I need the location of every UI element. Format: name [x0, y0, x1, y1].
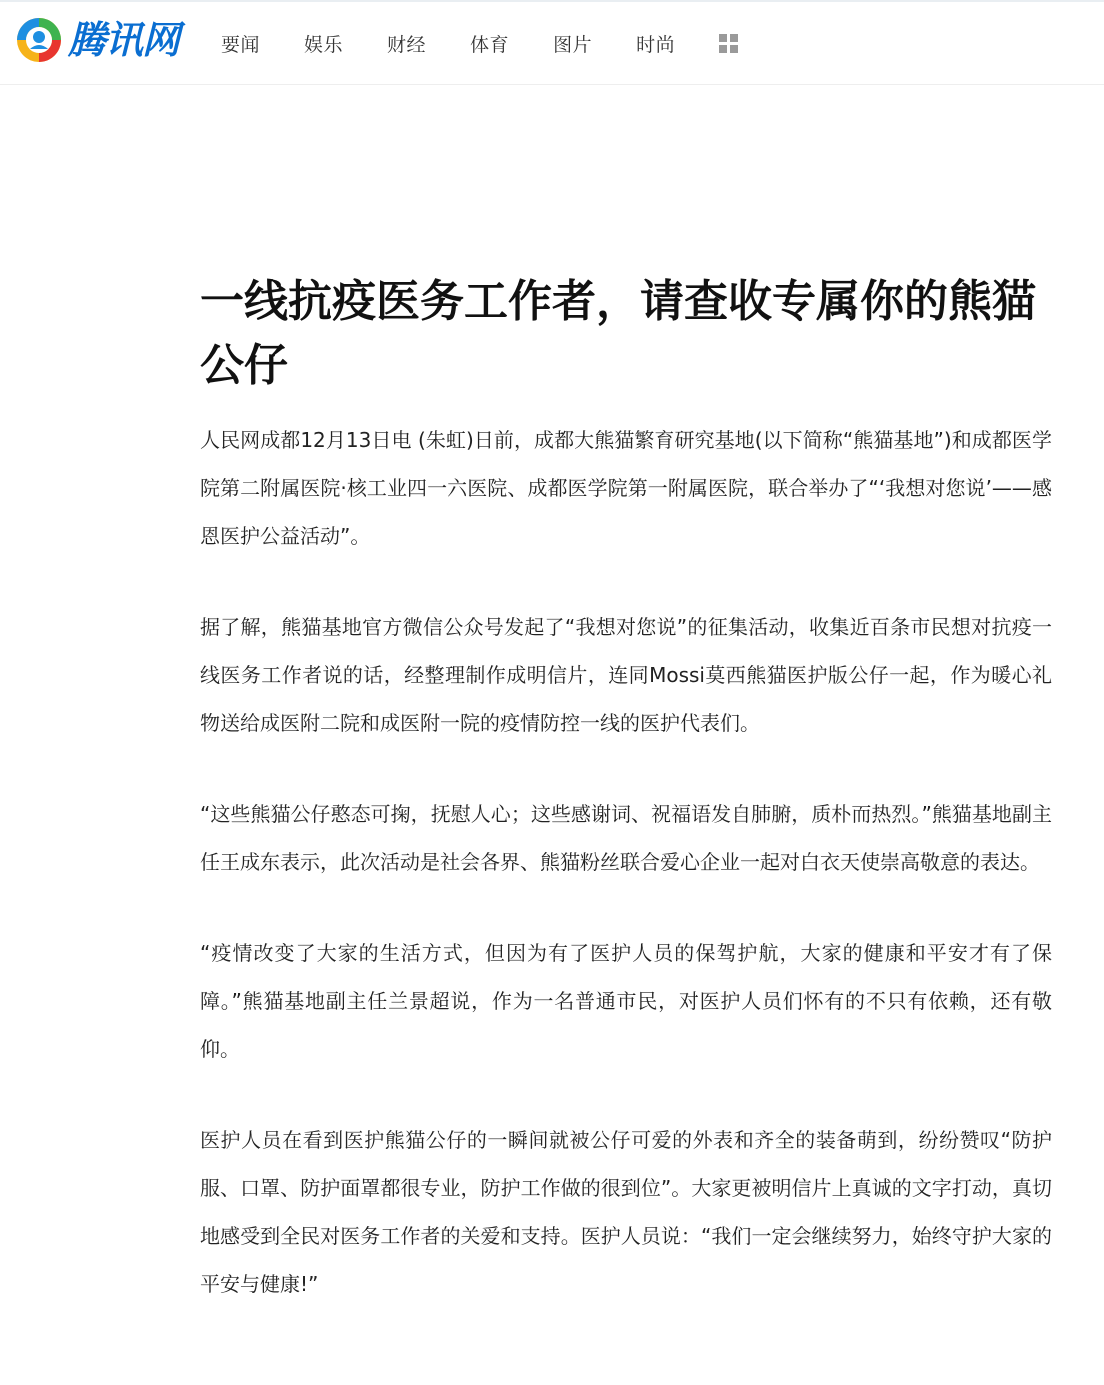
article-paragraph-2: 据了解，熊猫基地官方微信公众号发起了“我想对您说”的征集活动，收集近百条市民想对抗疫一线医务工作者说的话，经整理制作成明信片，连同Mossi莫西熊猫医护版公仔一起，作为暖心礼物送给成医附二院和成医附一院的疫情防控一线的医护代表们。: [200, 615, 1052, 735]
article-paragraph-1: 人民网成都12月13日电 (朱虹)日前，成都大熊猫繁育研究基地(以下简称“熊猫基地”)和成都医学院第二附属医院·核工业四一六医院、成都医学院第一附属医院，联合举办了“‘我想对您说’——感恩医护公益活动”。: [200, 428, 1052, 548]
nav-item-finance[interactable]: 财经: [387, 34, 427, 56]
article-paragraph-5: 医护人员在看到医护熊猫公仔的一瞬间就被公仔可爱的外表和齐全的装备萌到，纷纷赞叹“防护服、口罩、防护面罩都很专业，防护工作做的很到位”。大家更被明信片上真诚的文字打动，真切地感受到全民对医务工作者的关爱和支持。医护人员说：“我们一定会继续努力，始终守护大家的平安与健康!”: [200, 1128, 1052, 1296]
article-title: 一线抗疫医务工作者，请查收专属你的熊猫公仔: [200, 276, 1036, 391]
grid-menu-icon[interactable]: [719, 34, 738, 53]
nav-item-fashion[interactable]: 时尚: [636, 34, 676, 56]
nav-item-sports[interactable]: 体育: [470, 34, 510, 56]
nav-item-entertainment[interactable]: 娱乐: [304, 34, 344, 56]
site-logo[interactable]: [14, 14, 179, 66]
nav-item-pictures[interactable]: 图片: [553, 34, 593, 56]
article: [200, 270, 1060, 1308]
main-nav: [221, 32, 719, 58]
article-paragraph-4: “疫情改变了大家的生活方式，但因为有了医护人员的保驾护航，大家的健康和平安才有了保障。”熊猫基地副主任兰景超说，作为一名普通市民，对医护人员们怀有的不只有依赖，还有敬仰。: [200, 941, 1052, 1061]
site-logo-text: 腾讯网: [68, 18, 180, 62]
tencent-logo-icon: [14, 15, 64, 65]
site-header: [0, 2, 1104, 85]
nav-item-news[interactable]: 要闻: [221, 34, 261, 56]
article-paragraph-3: “这些熊猫公仔憨态可掬，抚慰人心；这些感谢词、祝福语发自肺腑，质朴而热烈。”熊猫基地副主任王成东表示，此次活动是社会各界、熊猫粉丝联合爱心企业一起对白衣天使崇高敬意的表达。: [200, 802, 1052, 874]
